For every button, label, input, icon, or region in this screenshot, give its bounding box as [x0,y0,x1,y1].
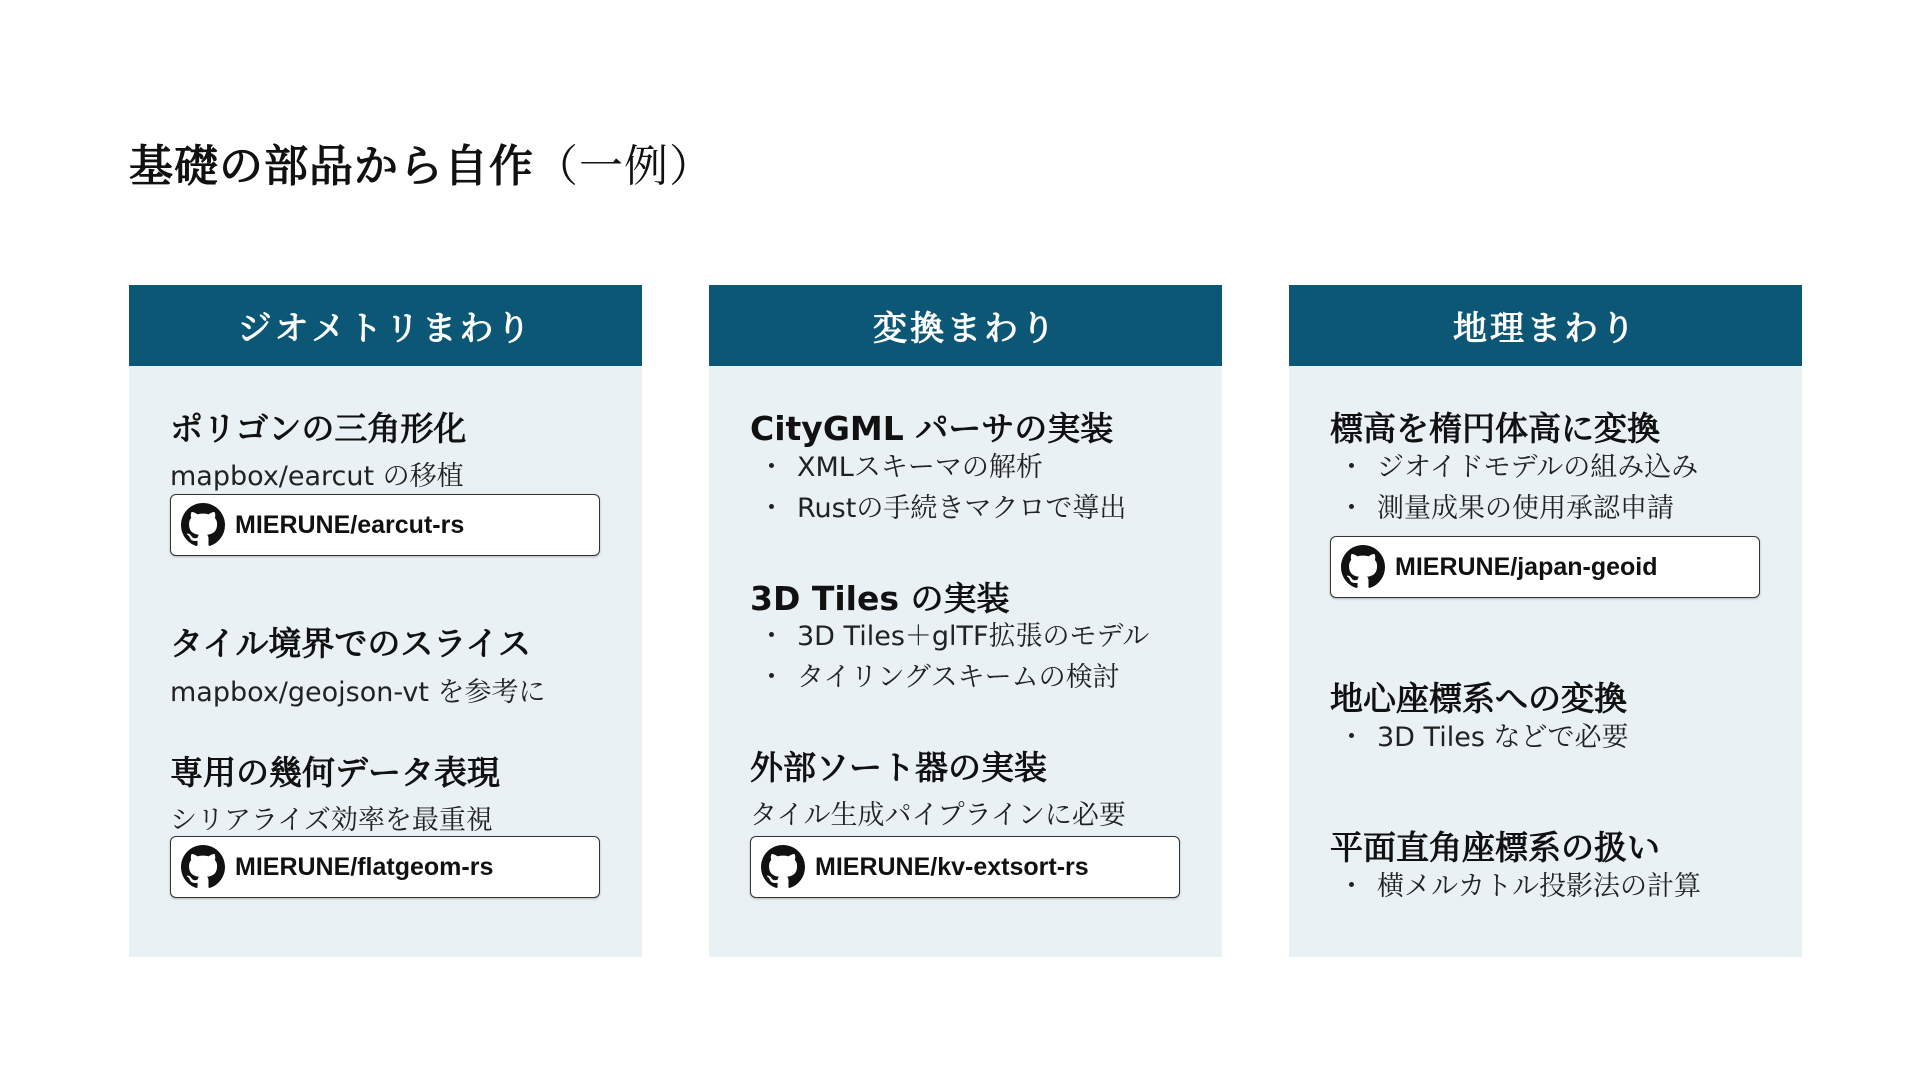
bullet-list [750,616,1149,698]
bullet-item: ・ 横メルカトル投影法の計算 [1330,866,1701,907]
block-heading: 専用の幾何データ表現 [170,753,500,792]
column-body [1289,366,1802,957]
title-main: 基礎の部品から自作 [129,141,534,192]
block-heading: 平面直角座標系の扱い [1330,828,1660,867]
bullet-item: ・ Rustの手続きマクロで導出 [750,488,1126,529]
page-title [129,130,714,194]
block-text: タイル生成パイプラインに必要 [750,800,1126,831]
repo-link-kv-extsort[interactable] [750,836,1180,898]
repo-link-earcut[interactable] [170,494,600,556]
column-header: 変換まわり [709,285,1222,366]
block-heading: 標高を楕円体高に変換 [1330,409,1660,448]
bullet-item: ・ 測量成果の使用承認申請 [1330,488,1698,529]
block-text: シリアライズ効率を最重視 [170,805,493,836]
column-geometry [129,285,642,957]
github-icon [1341,545,1385,589]
block-heading: 外部ソート器の実装 [750,748,1047,787]
bullet-item: ・ ジオイドモデルの組み込み [1330,447,1698,488]
bullet-list [1330,866,1701,907]
bullet-list [750,447,1126,529]
block-heading: ポリゴンの三角形化 [170,409,467,448]
github-icon [181,845,225,889]
repo-label: MIERUNE/kv-extsort-rs [815,852,1089,881]
repo-link-flatgeom[interactable] [170,836,600,898]
column-header: ジオメトリまわり [129,285,642,366]
bullet-item: ・ タイリングスキームの検討 [750,657,1149,698]
block-heading: 地心座標系への変換 [1330,679,1627,718]
block-heading: タイル境界でのスライス [170,624,532,663]
bullet-list [1330,447,1698,529]
bullet-item: ・ XMLスキーマの解析 [750,447,1126,488]
block-text: mapbox/geojson-vt を参考に [170,677,546,708]
bullet-item: ・ 3D Tiles＋glTF拡張のモデル [750,616,1149,657]
repo-label: MIERUNE/earcut-rs [235,510,465,539]
bullet-list [1330,717,1628,758]
repo-label: MIERUNE/japan-geoid [1395,552,1658,581]
column-body [129,366,642,957]
github-icon [761,845,805,889]
block-heading: 3D Tiles の実装 [750,579,1010,618]
column-conversion [709,285,1222,957]
block-text: mapbox/earcut の移植 [170,461,464,492]
column-body [709,366,1222,957]
column-header: 地理まわり [1289,285,1802,366]
bullet-item: ・ 3D Tiles などで必要 [1330,717,1628,758]
title-suffix: （一例） [534,141,714,192]
repo-label: MIERUNE/flatgeom-rs [235,852,494,881]
repo-link-japan-geoid[interactable] [1330,536,1760,598]
column-geography [1289,285,1802,957]
github-icon [181,503,225,547]
block-heading: CityGML パーサの実装 [750,409,1114,448]
